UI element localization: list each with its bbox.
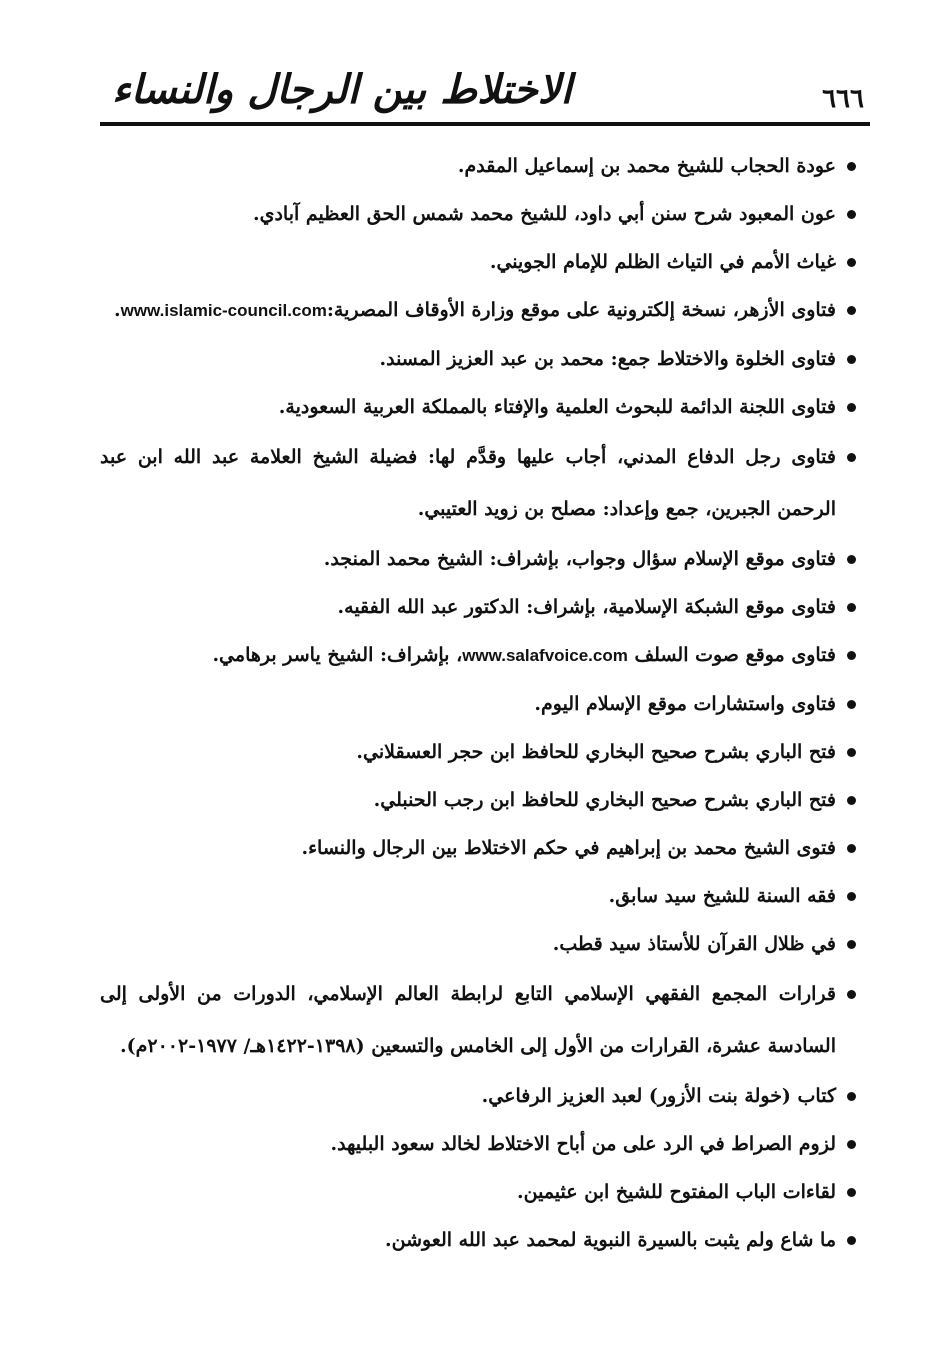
entry-text: فتاوى رجل الدفاع المدني، أجاب عليها وقدَّم لها: فضيلة الشيخ العلامة عبد الله ابن عبد الرحمن الجبرين، جمع وإعداد: مصلح بن زويد العتيبي. [100,446,836,520]
bibliography-entry [100,872,870,920]
page-number: ٦٦٦ [822,84,864,114]
bullet-icon [847,210,856,219]
entry-text: فتاوى اللجنة الدائمة للبحوث العلمية والإفتاء بالمملكة العربية السعودية. [278,396,836,418]
bullet-icon [847,796,856,805]
bibliography-entry [100,431,870,535]
bullet-icon [847,453,856,462]
bullet-icon [847,892,856,901]
entry-text: لقاءات الباب المفتوح للشيخ ابن عثيمين. [517,1181,836,1203]
header-rule [100,122,870,126]
bibliography-entry [100,535,870,583]
bullet-icon [847,555,856,564]
entry-text: ما شاع ولم يثبت بالسيرة النبوية لمحمد عبد الله العوشن. [384,1229,836,1251]
bibliography-entry [100,142,870,190]
bibliography-entry [100,1168,870,1216]
entry-text: فتاوى موقع صوت السلف [634,644,836,666]
entry-text: غياث الأمم في التياث الظلم للإمام الجويني. [489,251,836,273]
bibliography-entry [100,776,870,824]
bullet-icon [847,700,856,709]
entry-text: في ظلال القرآن للأستاذ سيد قطب. [552,933,836,955]
bullet-icon [847,1092,856,1101]
bibliography-entry [100,824,870,872]
entry-text: فتح الباري بشرح صحيح البخاري للحافظ ابن حجر العسقلاني. [356,741,836,763]
bibliography-entry [100,335,870,383]
bibliography-entry [100,1120,870,1168]
entry-text: قرارات المجمع الفقهي الإسلامي التابع لرابطة العالم الإسلامي، الدورات من الأولى إلى السادسة عشرة، القرارات من الأول إلى الخامس والتسعين (١٣٩٨-١٤٢٢هـ/ ١٩٧٧-٢٠٠٢م). [100,983,836,1057]
bullet-icon [847,844,856,853]
entry-text: عودة الحجاب للشيخ محمد بن إسماعيل المقدم. [457,155,836,177]
bibliography-entry [100,238,870,286]
bullet-icon [847,651,856,660]
entry-text: عون المعبود شرح سنن أبي داود، للشيخ محمد شمس الحق العظيم آبادي. [252,203,836,225]
bibliography-entry [100,583,870,631]
bibliography-entry [100,728,870,776]
entry-text: فتاوى الخلوة والاختلاط جمع: محمد بن عبد العزيز المسند. [379,348,836,370]
bullet-icon [847,258,856,267]
entry-text: فقه السنة للشيخ سيد سابق. [608,885,836,907]
page-header [100,62,870,128]
bullet-icon [847,1188,856,1197]
bibliography-entry [100,968,870,1072]
bibliography-entry [100,190,870,238]
entry-link: www.salafvoice.com [462,646,628,665]
bibliography-list [100,142,870,1264]
bullet-icon [847,940,856,949]
entry-text: لزوم الصراط في الرد على من أباح الاختلاط لخالد سعود البليهد. [330,1133,836,1155]
entry-text: فتاوى واستشارات موقع الإسلام اليوم. [534,693,836,715]
entry-text-suffix: . [113,299,121,321]
entry-text: فتح الباري بشرح صحيح البخاري للحافظ ابن رجب الحنبلي. [373,789,836,811]
bibliography-entry [100,631,870,680]
bullet-icon [847,355,856,364]
bullet-icon [847,306,856,315]
entry-text: فتاوى الأزهر، نسخة إلكترونية على موقع وزارة الأوقاف المصرية: [326,299,836,321]
bullet-icon [847,748,856,757]
entry-text: فتاوى موقع الإسلام سؤال وجواب، بإشراف: الشيخ محمد المنجد. [323,548,836,570]
bibliography-entry [100,286,870,335]
bibliography-entry [100,1216,870,1264]
bullet-icon [847,990,856,999]
entry-text-suffix: ، بإشراف: الشيخ ياسر برهامي. [212,644,463,666]
entry-text: كتاب (خولة بنت الأزور) لعبد العزيز الرفاعي. [481,1085,836,1107]
entry-text: فتاوى موقع الشبكة الإسلامية، بإشراف: الدكتور عبد الله الفقيه. [337,596,836,618]
bullet-icon [847,162,856,171]
bibliography-entry [100,920,870,968]
bibliography-entry [100,383,870,431]
bullet-icon [847,1140,856,1149]
bibliography-entry [100,680,870,728]
entry-link: www.islamic-council.com [120,301,327,320]
bibliography-entry [100,1072,870,1120]
running-title: الاختلاط بين الرجال والنساء [112,66,572,113]
bullet-icon [847,1236,856,1245]
entry-text: فتوى الشيخ محمد بن إبراهيم في حكم الاختلاط بين الرجال والنساء. [301,837,836,859]
bullet-icon [847,603,856,612]
bullet-icon [847,403,856,412]
